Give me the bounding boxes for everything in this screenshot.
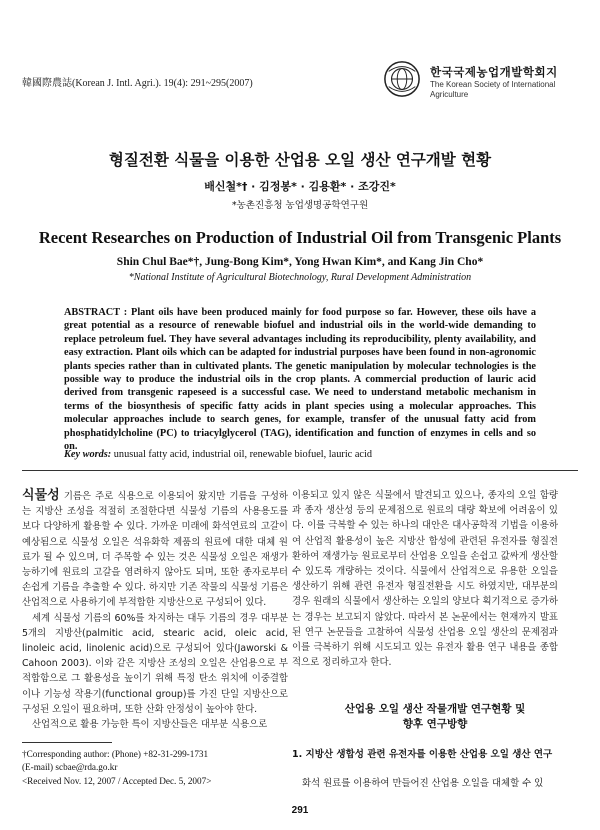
keywords: [64, 449, 536, 460]
journal-reference: 韓國際農誌(Korean J. Intl. Agri.). 19(4): 291~295(2007): [22, 78, 253, 89]
keywords-text: unusual fatty acid, industrial oil, renewable biofuel, lauric acid: [113, 449, 372, 460]
society-name-english: The Korean Society of International Agriculture: [430, 80, 556, 99]
authors-korean: 배신철*† · 김정봉* · 김용환* · 조강진*: [204, 180, 396, 193]
section-title-line: 산업용 오일 생산 작물개발 연구현황 및: [344, 703, 526, 715]
affiliation-korean: *농촌진흥청 농업생명공학연구원: [231, 200, 369, 211]
right-column: [292, 488, 558, 670]
section-title-line: 향후 연구방향: [402, 718, 468, 730]
header-divider: [22, 470, 578, 471]
keywords-label: Key words:: [64, 449, 112, 460]
title-korean: 형질전환 식물을 이용한 산업용 오일 생산 연구개발 현황: [108, 151, 492, 169]
paragraph: 이용되고 있지 않은 식물에서 발견되고 있으나, 종자의 오일 함량과 종자 생산성 등의 문제점으로 원료의 대량 확보에 어려움이 있다. 이를 극복할 수 있는 하나의 대안은 대사공학적 기법을 이용하여 산업적 활용성이 높은 지방산 합성에 관련된 유전자를 형질전환하여 재생가능 원료로부터 산업용 오일을 손쉽고 값싸게 생산할 수 있도록 개량하는 것이다. 식물에서 산업적으로 유용한 오일을 생산하기 위해 관련 유전자 형질전환을 시도 하였지만, 대부분의 경우 원래의 식물에서 생산하는 오일의 양보다 획기적으로 증가하는 경우는 보고되지 않았다. 따라서 본 논문에서는 현재까지 발표된 연구 논문들을 고찰하여 식물성 산업용 오일 생산의 문제점과 이를 극복하기 위해 시도되고 있는 유전자 활용 연구 내용을 종합적으로 정리하고자 한다.: [292, 490, 558, 669]
section-title: [292, 702, 578, 732]
footnote-divider: [22, 742, 112, 743]
lead-word: 식물성: [22, 488, 60, 503]
footnote-received: <Received Nov. 12, 2007 / Accepted Dec. 5, 2007>: [22, 775, 212, 786]
authors-english: Shin Chul Bae*†, Jung-Bong Kim*, Yong Hwan Kim*, and Kang Jin Cho*: [116, 256, 484, 268]
subsection-title: 1. 지방산 생합성 관련 유전자를 이용한 산업용 오일 생산 연구: [292, 749, 553, 760]
subsection-body: 화석 원료를 이용하여 만들어진 산업용 오일을 대체할 수 있: [302, 778, 544, 789]
society-logo-icon: [383, 60, 421, 98]
footnote: [22, 748, 288, 788]
abstract-text: Plant oils have been produced mainly for food purpose so far. However, these oils have a great potential as a resource of renewable biofuel and industrial oils in the world-wide demanding to replace petroleum fuel. They have several advantages including its reproducibility, plenty availability, and easy extraction. Plant oils which can be adapted for industrial purposes have been found in non-agronomic plants species rather than in cultivated plants. The genetic manipulation by molecular technologies is the possible way to produce the industrial oils in the crop plants. A commercial production of lauric acid derived from transgenic rapeseed is a successful case. We need to understand metabolic mechanism in terms of the biosynthesis of specific fatty acids in plant species using a molecular approaches. This molecular approaches include to search genes, for example, transfer of the unusual fatty acid from phosphatidylcholine (PC) to triacylglycerol (TAG), identification and function of enzymes in cells and so on.: [64, 307, 536, 453]
title-english: Recent Researches on Production of Industrial Oil from Transgenic Plants: [38, 228, 562, 247]
paragraph: [22, 488, 288, 611]
footnote-email: (E-mail) scbae@rda.go.kr: [22, 762, 118, 773]
paragraph-text: 기름은 주로 식용으로 이용되어 왔지만 기름을 구성하는 지방산 조성을 적절히 조절한다면 식물성 기름의 사용용도를 보다 다양하게 활용할 수 있다. 가까운 미래에 화석연료의 고갈이 예상됨으로 식물성 오일은 석유화학 제품의 원료에 대한 대체 원료가 될 수 있으며, 더 주목할 수 있는 것은 식물성 오일은 재생가능하기에 원료의 고갈을 염려하지 않아도 되며, 또한 종자로부터 손쉽게 기름을 추출할 수 있다. 하지만 기존 작물의 식물성 기름은 산업적으로 사용하기에 부적합한 지방산으로 구성되어 있다.: [22, 491, 288, 609]
abstract: [64, 306, 536, 453]
society-name-korean: 한국국제농업개발학회지: [430, 65, 558, 79]
page-number: 291: [291, 805, 309, 816]
left-column: [22, 488, 288, 732]
abstract-label: ABSTRACT :: [64, 307, 128, 318]
paragraph: 산업적으로 활용 가능한 특이 지방산들은 대부분 식용으로: [32, 719, 268, 731]
affiliation-english: *National Institute of Agricultural Biotechnology, Rural Development Administration: [128, 272, 472, 283]
paragraph: 세계 식물성 기름의 60%를 차지하는 대두 기름의 경우 대부분 5개의 지방산(palmitic acid, stearic acid, oleic acid, linoleic acid, linolenic acid)으로 구성되어 있다(Jaworski & Cahoon 2003). 이와 같은 지방산 조성의 오일은 산업용으로 부적합함으로 그 활용성을 높이기 위해 특정 탄소 위치에 이중결합이나 기능성 작용기(functional group)를 가진 단일 지방산으로 구성된 오일이 필요하며, 또한 산화 안정성이 높아야 한다.: [22, 612, 288, 715]
footnote-corresponding: †Corresponding author: (Phone) +82-31-299-1731: [22, 749, 209, 759]
